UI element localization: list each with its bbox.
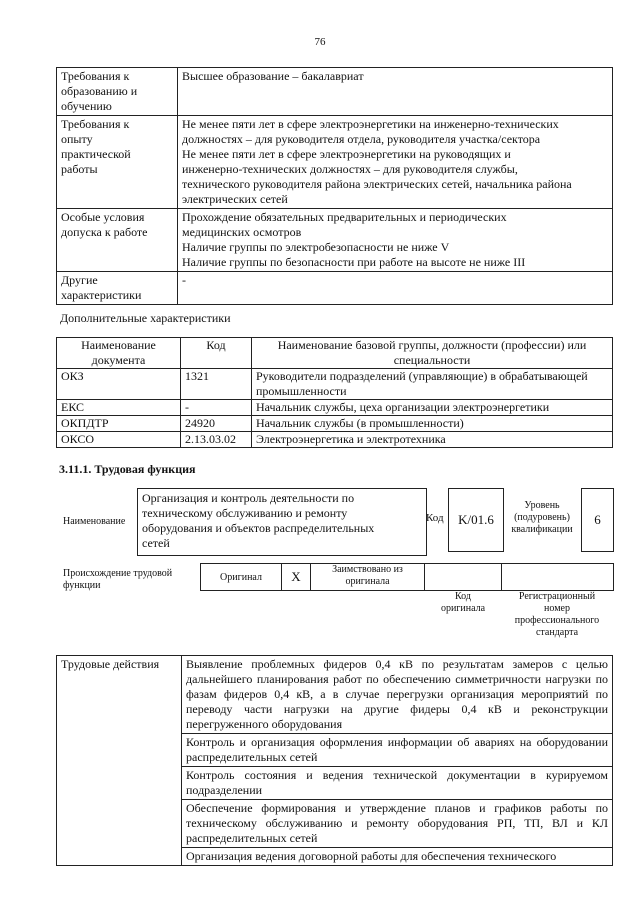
requirements-row <box>57 68 613 116</box>
page-number: 76 <box>314 36 326 48</box>
name-cell: Руководители подразделений (управляющие) в обрабатывающей промышленности <box>252 369 613 400</box>
requirement-value-line: Не менее пяти лет в сфере электроэнергетики на руководящих и <box>182 147 511 161</box>
document-cell: ОКСО <box>57 432 181 448</box>
origin-reg-caption: Регистрационный номер профессионального стандарта <box>514 591 600 638</box>
requirements-row <box>57 209 613 272</box>
labor-action-item: Обеспечение формирования и утверждение планов и графиков работы по техническому обслуживанию и ремонту оборудования РП, ТП, ВЛ и КЛ распределительных сетей <box>182 800 613 848</box>
labor-action-item: Контроль состояния и ведения технической документации в курируемом подразделении <box>182 767 613 800</box>
requirement-value-line: должностях – для руководителя отдела, руководителя участка/сектора <box>182 132 541 146</box>
characteristics-row <box>57 432 613 448</box>
origin-code-caption: Код оригинала <box>440 591 486 614</box>
name-cell: Начальник службы (в промышленности) <box>252 416 613 432</box>
origin-original-cell: Оригинал <box>200 563 282 591</box>
labor-action-item: Организация ведения договорной работы для обеспечения технического <box>182 848 613 866</box>
origin-original-mark: X <box>281 563 311 591</box>
requirements-table <box>56 67 613 305</box>
requirement-value-line: Наличие группы по электробезопасности не ниже V <box>182 240 450 254</box>
requirement-value-line: Высшее образование – бакалавриат <box>182 69 364 83</box>
characteristics-row <box>57 369 613 400</box>
characteristics-row <box>57 416 613 432</box>
document-cell: ЕКС <box>57 400 181 416</box>
origin-reg-cell <box>501 563 614 591</box>
origin-label: Происхождение трудовой функции <box>63 568 173 591</box>
header-code: Код <box>181 338 252 369</box>
requirement-label <box>57 209 178 272</box>
requirement-value-line: Не менее пяти лет в сфере электроэнергетики на инженерно-технических <box>182 117 559 131</box>
requirement-value-line: технического руководителя района электрических сетей, начальника района <box>182 177 572 191</box>
requirement-label <box>57 116 178 209</box>
function-code-label: Код <box>426 512 444 524</box>
requirement-label-line: характеристики <box>61 288 142 302</box>
requirements-row <box>57 272 613 305</box>
labor-action-item: Выявление проблемных фидеров 0,4 кВ по результатам замеров с целью дальнейшего планирования работ по обеспечению симметричности нагрузки по фазам фидеров 0,4 кВ, а в случае перегрузки организация мероприятий по переводу части нагрузки на другие фидеры 0,4 кВ и реконструкции перегруженного оборудования <box>182 656 613 734</box>
header-name: Наименование базовой группы, должности (профессии) или специальности <box>252 338 613 369</box>
requirements-row <box>57 116 613 209</box>
document-cell: ОКПДТР <box>57 416 181 432</box>
code-cell: - <box>181 400 252 416</box>
requirement-label-line: Особые условия <box>61 210 145 224</box>
additional-characteristics-table <box>56 337 613 448</box>
requirement-value-line: электрических сетей <box>182 192 288 206</box>
code-cell: 24920 <box>181 416 252 432</box>
labor-action-item: Контроль и организация оформления информации об авариях на оборудовании распределительных сетей <box>182 734 613 767</box>
level-label: Уровень (подуровень) квалификации <box>511 500 573 535</box>
requirement-label <box>57 272 178 305</box>
requirement-label-line: Другие <box>61 273 98 287</box>
level-box: 6 <box>581 488 614 552</box>
requirement-label-line: Требования к <box>61 117 130 131</box>
requirement-value-line: Наличие группы по безопасности при работе на высоте не ниже III <box>182 255 526 269</box>
requirement-label-line: практической <box>61 147 131 161</box>
function-name-box: Организация и контроль деятельности по техническому обслуживанию и ремонту оборудования и объектов распределительных сетей <box>137 488 427 556</box>
requirement-value-line: Прохождение обязательных предварительных и периодических <box>182 210 507 224</box>
requirement-label-line: опыту <box>61 132 93 146</box>
name-cell: Начальник службы, цеха организации электроэнергетики <box>252 400 613 416</box>
requirement-value-line: - <box>182 273 186 287</box>
requirement-label-line: Требования к <box>61 69 130 83</box>
function-code-box: K/01.6 <box>448 488 504 552</box>
requirement-label <box>57 68 178 116</box>
code-cell: 2.13.03.02 <box>181 432 252 448</box>
requirement-label-line: обучению <box>61 99 112 113</box>
labor-actions-label: Трудовые действия <box>57 656 182 866</box>
document-cell: ОКЗ <box>57 369 181 400</box>
requirement-label-line: образованию и <box>61 84 138 98</box>
function-name-label: Наименование <box>63 516 126 527</box>
requirement-value <box>178 272 613 305</box>
requirement-value <box>178 68 613 116</box>
labor-action-row <box>57 656 613 734</box>
characteristics-row <box>57 400 613 416</box>
requirement-label-line: работы <box>61 162 98 176</box>
section-title: 3.11.1. Трудовая функция <box>59 462 196 476</box>
origin-code-cell <box>424 563 502 591</box>
header-document: Наименование документа <box>57 338 181 369</box>
requirement-label-line: допуска к работе <box>61 225 148 239</box>
name-cell: Электроэнергетика и электротехника <box>252 432 613 448</box>
requirement-value <box>178 116 613 209</box>
requirement-value <box>178 209 613 272</box>
code-cell: 1321 <box>181 369 252 400</box>
requirement-value-line: инженерно-технических должностях – для руководителя службы, <box>182 162 518 176</box>
additional-characteristics-label: Дополнительные характеристики <box>60 311 231 325</box>
labor-actions-table <box>56 655 613 866</box>
origin-borrowed-cell: Заимствовано из оригинала <box>310 563 425 591</box>
requirement-value-line: медицинских осмотров <box>182 225 302 239</box>
